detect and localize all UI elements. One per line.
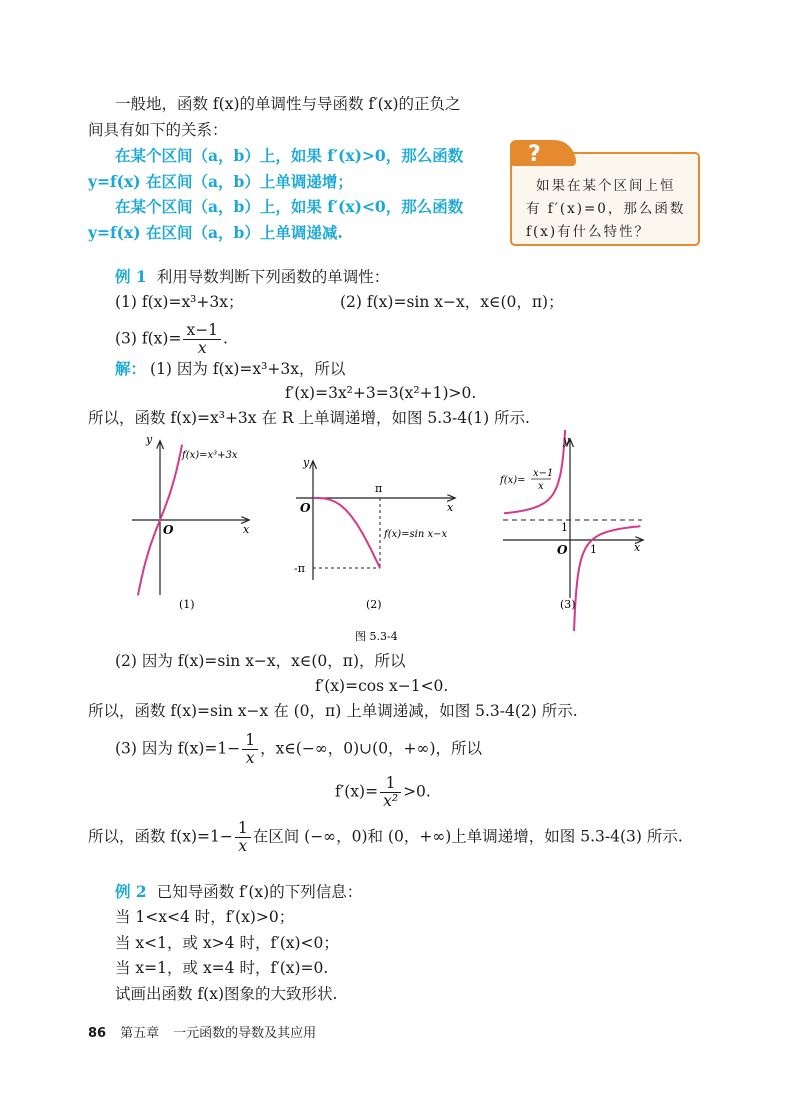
example-2-line-3: 当 x=1，或 x=4 时，f′(x)=0. bbox=[115, 959, 329, 977]
solution-3-conclusion bbox=[88, 820, 683, 855]
sol3-eq-prefix: f′(x)= bbox=[335, 782, 379, 801]
question-line-1: 如果在某个区间上恒 bbox=[536, 178, 676, 194]
sol3-numerator: 1 bbox=[242, 732, 258, 750]
graph-1 bbox=[132, 433, 250, 611]
example-2-line-1: 当 1<x<4 时，f′(x)>0； bbox=[115, 908, 295, 926]
sol3-eq-fraction bbox=[380, 775, 401, 810]
question-line-2: 有 f′(x)=0，那么函数 bbox=[526, 201, 686, 217]
graph-2-function-label: f(x)=sin x−x bbox=[384, 529, 448, 540]
example-1-label: 例 1 bbox=[115, 267, 147, 286]
sol3-fraction bbox=[242, 732, 258, 767]
example-1-item-2: (2) f(x)=sin x−x，x∈(0，π)； bbox=[340, 293, 564, 311]
graph-2 bbox=[294, 456, 454, 611]
solution-1-conclusion: 所以，函数 f(x)=x³+3x 在 R 上单调递增，如图 5.3-4(1) 所示. bbox=[88, 409, 530, 427]
question-box bbox=[510, 142, 700, 246]
page-number: 86 bbox=[88, 1026, 107, 1041]
sol3-denominator: x bbox=[245, 749, 255, 768]
graph-3-one-x: 1 bbox=[590, 543, 597, 556]
solution-3-line bbox=[115, 732, 482, 767]
example-2-line-4: 试画出函数 f(x)图象的大致形状. bbox=[115, 985, 338, 1003]
graph-3-one-y: 1 bbox=[561, 521, 568, 534]
graph-3-label-den: x bbox=[538, 481, 544, 492]
example-2-line-2: 当 x<1，或 x>4 时，f′(x)<0； bbox=[115, 934, 339, 952]
figure-caption: 图 5.3-4 bbox=[355, 630, 398, 643]
sol3-concl-prefix: 所以，函数 f(x)=1− bbox=[88, 827, 233, 846]
chapter-title: 一元函数的导数及其应用 bbox=[173, 1026, 317, 1041]
graph-2-curve bbox=[313, 498, 380, 568]
graph-3-label-prefix: f(x)= bbox=[500, 475, 526, 486]
rule-1-line-b: y=f(x) 在区间（a，b）上单调递增； bbox=[88, 172, 353, 191]
graph-2-x-label: x bbox=[447, 501, 454, 514]
question-line-3: f(x)有什么特性？ bbox=[526, 224, 651, 240]
item-3-numerator: x−1 bbox=[183, 322, 221, 340]
graph-1-function-label: f(x)=x³+3x bbox=[182, 450, 238, 461]
graph-3-x-label: x bbox=[634, 541, 641, 554]
graph-2-origin: O bbox=[300, 501, 311, 515]
solution-1-text: (1) 因为 f(x)=x³+3x，所以 bbox=[150, 360, 346, 378]
example-1-item-3 bbox=[115, 322, 228, 357]
graph-2-sublabel: (2) bbox=[366, 598, 382, 611]
sol3-concl-numerator: 1 bbox=[235, 820, 251, 838]
graph-1-origin: O bbox=[163, 523, 174, 537]
example-2-heading bbox=[115, 884, 362, 901]
solution-3-equation bbox=[335, 775, 431, 810]
solution-1-line bbox=[115, 361, 345, 378]
solution-2-conclusion: 所以，函数 f(x)=sin x−x 在 (0，π) 上单调递减，如图 5.3-4(2) 所示. bbox=[88, 702, 578, 720]
graph-1-sublabel: (1) bbox=[179, 598, 195, 611]
example-2-prompt: 已知导函数 f′(x)的下列信息： bbox=[156, 883, 363, 901]
sol3-concl-suffix: 在区间 (−∞，0)和 (0，+∞)上单调递增，如图 5.3-4(3) 所示. bbox=[252, 827, 683, 846]
question-mark-icon: ? bbox=[528, 142, 541, 167]
chapter-label: 第五章 bbox=[120, 1026, 160, 1041]
example-1-item-1: (1) f(x)=x³+3x； bbox=[115, 293, 244, 311]
sol3-eq-numerator: 1 bbox=[380, 775, 401, 793]
graph-3-curve-right bbox=[574, 526, 640, 631]
rule-2-line-a: 在某个区间（a，b）上，如果 f′(x)<0，那么函数 bbox=[115, 197, 464, 216]
item-3-prefix: (3) f(x)= bbox=[115, 329, 182, 348]
graph-3-y-label: y bbox=[563, 434, 570, 447]
sol3-concl-denominator: x bbox=[238, 837, 248, 856]
item-3-denominator: x bbox=[197, 339, 207, 358]
graph-3 bbox=[499, 430, 642, 631]
item-3-fraction bbox=[183, 322, 221, 357]
graph-2-y-label: y bbox=[303, 456, 310, 469]
page-footer bbox=[88, 1022, 316, 1041]
graph-3-sublabel: (3) bbox=[560, 598, 576, 611]
sol3-eq-suffix: >0. bbox=[403, 782, 431, 801]
graph-2-neg-pi-label: -π bbox=[294, 562, 305, 575]
graph-1-x-label: x bbox=[243, 523, 250, 536]
solution-label: 解： bbox=[115, 359, 147, 378]
example-2-label: 例 2 bbox=[115, 882, 147, 901]
figure-5-3-4 bbox=[0, 430, 800, 650]
solution-2-line: (2) 因为 f(x)=sin x−x，x∈(0，π)，所以 bbox=[115, 652, 406, 670]
example-1-heading bbox=[115, 269, 389, 286]
solution-1-equation: f′(x)=3x²+3=3(x²+1)>0. bbox=[285, 384, 477, 402]
graph-3-label-num: x−1 bbox=[533, 468, 554, 479]
rule-2-line-b: y=f(x) 在区间（a，b）上单调递减. bbox=[88, 223, 343, 242]
rule-1-line-a: 在某个区间（a，b）上，如果 f′(x)>0，那么函数 bbox=[115, 146, 464, 165]
sol3-prefix: (3) 因为 f(x)=1− bbox=[115, 739, 241, 758]
item-3-suffix: . bbox=[223, 329, 228, 348]
intro-line-1: 一般地，函数 f(x)的单调性与导函数 f′(x)的正负之 bbox=[115, 95, 461, 113]
example-1-prompt: 利用导数判断下列函数的单调性： bbox=[156, 268, 390, 286]
graph-1-y-label: y bbox=[146, 433, 153, 446]
sol3-eq-denominator: x² bbox=[383, 792, 399, 811]
sol3-suffix: ，x∈(−∞，0)∪(0，+∞)，所以 bbox=[260, 739, 483, 758]
intro-line-2: 间具有如下的关系： bbox=[88, 121, 228, 139]
solution-2-equation: f′(x)=cos x−1<0. bbox=[315, 677, 449, 695]
sol3-concl-fraction bbox=[235, 820, 251, 855]
graph-2-pi-label: π bbox=[375, 482, 383, 495]
question-badge bbox=[510, 140, 576, 166]
graph-3-origin: O bbox=[557, 543, 568, 557]
